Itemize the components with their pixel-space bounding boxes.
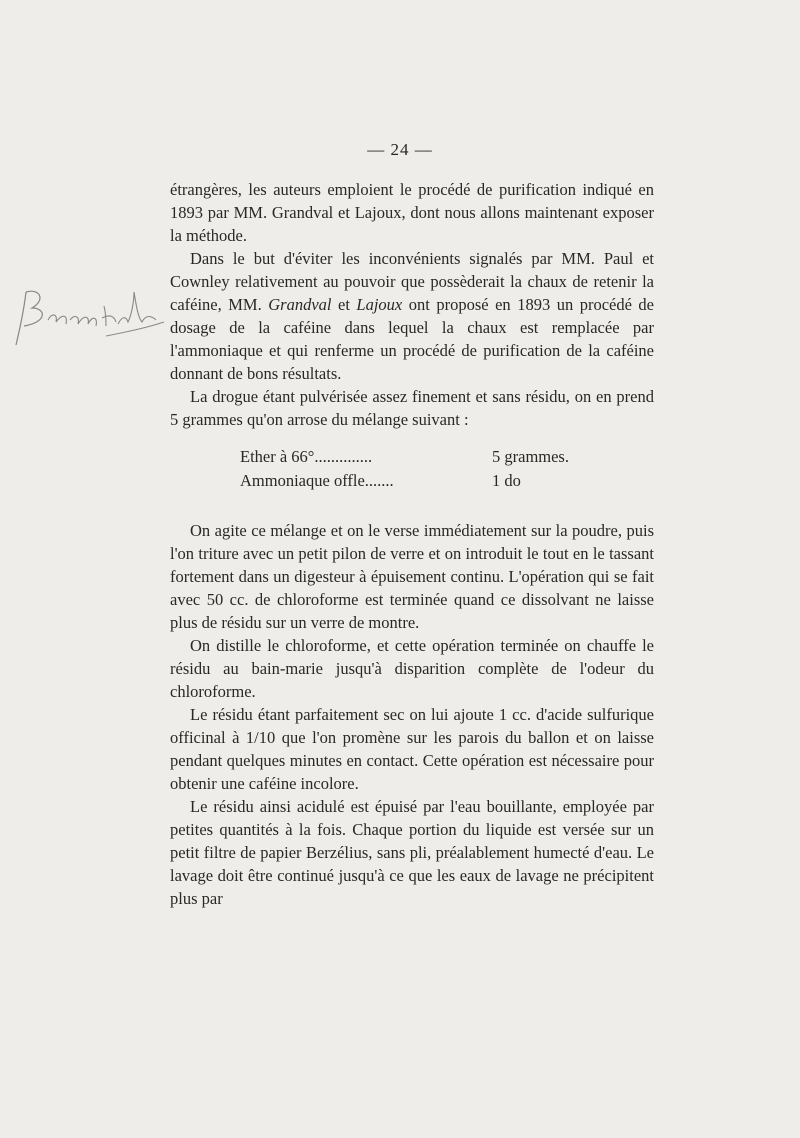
reagent-quantity: 5 grammes. [492, 447, 569, 466]
reagent-quantity: 1 do [492, 471, 521, 490]
reagent-row [240, 469, 654, 493]
paragraph-3: La drogue étant pulvérisée assez finement et sans résidu, on en prend 5 grammes qu'on arrose du mélange suivant : [170, 387, 654, 429]
paragraph-2-part-3: ont proposé en 1893 un procédé de dosage de la caféine dans lequel la chaux est remplacée par l'ammoniaque et qui renferme un procédé de purification de la caféine donnant de bons résultats. [170, 295, 655, 383]
body-text [170, 178, 654, 910]
reagent-list [170, 445, 654, 493]
paragraph-2-part-1: Dans le but d'éviter les inconvénients signalés par MM. Paul et Cownley relativement au pouvoir que possèderait la chaux de retenir la caféine, MM. [170, 249, 654, 314]
reagent-name: Ammoniaque offle....... [240, 471, 394, 490]
paragraph-5: On distille le chloroforme, et cette opération terminée on chauffe le résidu au bain-marie jusqu'à disparition complète de l'odeur du chloroforme. [170, 636, 654, 701]
paragraph-1: étrangères, les auteurs emploient le procédé de purification indiqué en 1893 par MM. Grandval et Lajoux, dont nous allons maintenant exposer la méthode. [170, 180, 654, 245]
author-name-lajoux: Lajoux [356, 295, 403, 314]
handwriting-scribble-icon [6, 270, 166, 360]
page-number: — 24 — [367, 140, 433, 159]
reagent-row [240, 445, 654, 469]
paragraph-7: Le résidu ainsi acidulé est épuisé par l'eau bouillante, employée par petites quantités à la fois. Chaque portion du liquide est versée sur un petit filtre de papier Berzélius, sans pli, préalablement humecté d'eau. Le lavage doit être continué jusqu'à ce que les eaux de lavage ne précipitent plus par [170, 797, 654, 908]
paragraph-4: On agite ce mélange et on le verse immédiatement sur la poudre, puis l'on triture avec un petit pilon de verre et on introduit le tout en le tassant fortement dans un digesteur à épuisement continu. L'opération qui se fait avec 50 cc. de chloroforme est terminée quand ce dissolvant ne laisse plus de résidu sur un verre de montre. [170, 521, 654, 632]
author-name-grandval: Grandval [268, 295, 332, 314]
reagent-name: Ether à 66°.............. [240, 447, 373, 466]
paragraph-2-part-2: et [331, 295, 357, 314]
handwritten-margin-note [6, 270, 166, 360]
paragraph-6: Le résidu étant parfaitement sec on lui ajoute 1 cc. d'acide sulfurique officinal à 1/10 que l'on promène sur les parois du ballon et on laisse pendant quelques minutes en contact. Cette opération est nécessaire pour obtenir une caféine incolore. [170, 705, 654, 793]
paragraph-2 [170, 247, 654, 385]
